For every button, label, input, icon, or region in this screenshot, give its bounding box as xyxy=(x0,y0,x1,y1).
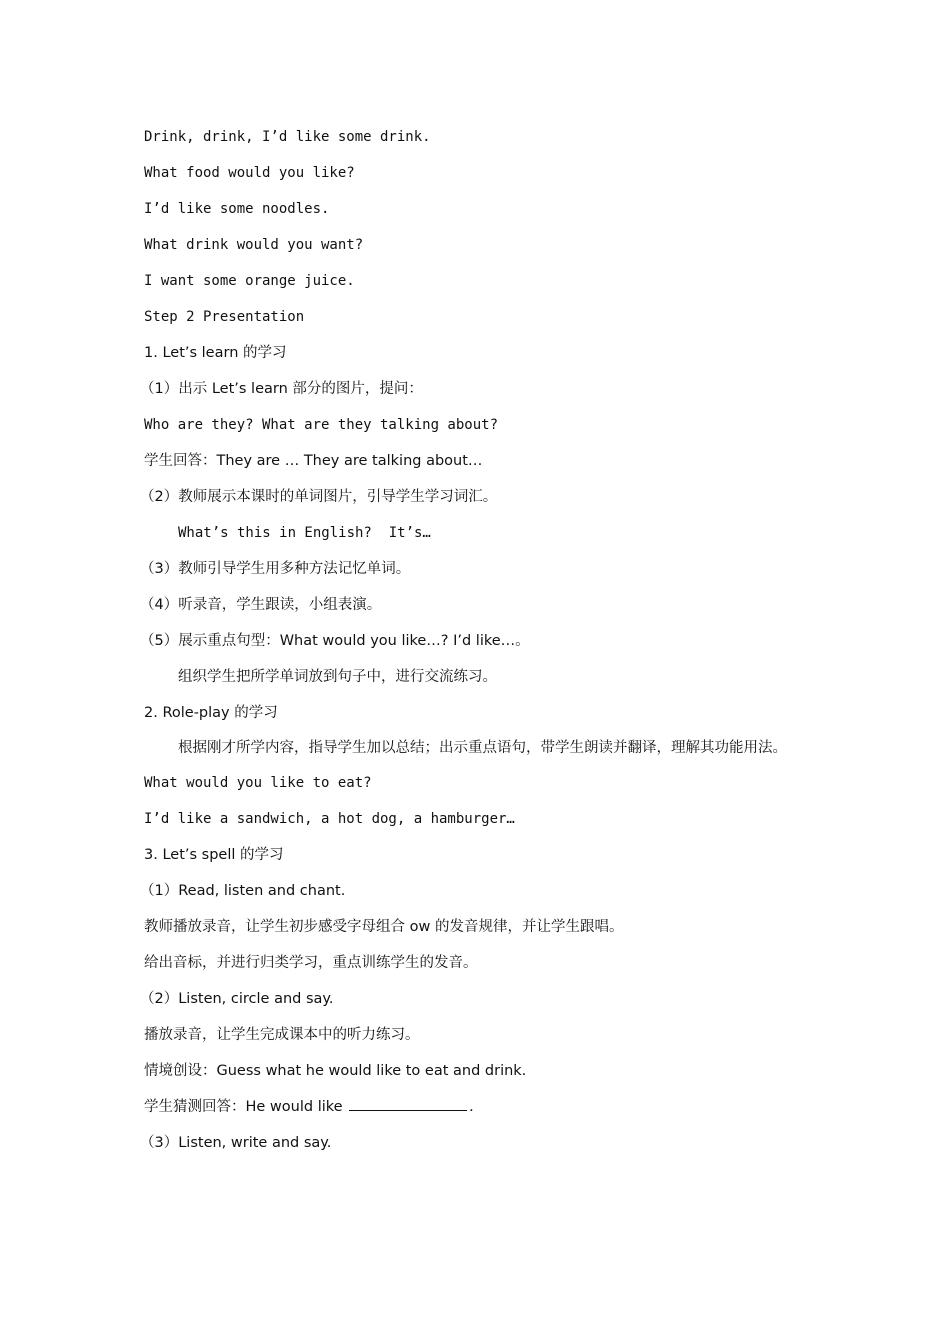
text-line: I want some orange juice. xyxy=(144,273,355,289)
text-line: （3）教师引导学生用多种方法记忆单词。 xyxy=(140,561,411,577)
text-line: （2）教师展示本课时的单词图片，引导学生学习词汇。 xyxy=(140,489,498,505)
text-line: 学生回答：They are … They are talking about… xyxy=(144,453,483,469)
text-line: What would you like to eat? xyxy=(144,775,372,791)
document-body xyxy=(140,126,804,1168)
section-heading: Step 2 Presentation xyxy=(144,309,305,325)
text-line: I’d like a sandwich, a hot dog, a hamburger… xyxy=(144,811,515,827)
text-line: 播放录音，让学生完成课本中的听力练习。 xyxy=(144,1027,420,1043)
subsection-heading: 1. Let’s learn 的学习 xyxy=(144,345,287,361)
text-line: （4）听录音，学生跟读，小组表演。 xyxy=(140,597,382,613)
text-line: （5）展示重点句型：What would you like…? I’d like…。 xyxy=(140,633,530,649)
paragraph xyxy=(144,728,804,768)
text-line: （1）Read, listen and chant. xyxy=(140,883,346,899)
subsection-heading: 3. Let’s spell 的学习 xyxy=(144,847,284,863)
subsection-heading: 2. Role-play 的学习 xyxy=(144,705,278,721)
text-line: （1）出示 Let’s learn 部分的图片，提问： xyxy=(140,381,423,397)
text-line: Who are they? What are they talking about? xyxy=(144,417,499,433)
text-line: （3）Listen, write and say. xyxy=(140,1135,332,1151)
answer-blank xyxy=(349,1096,467,1111)
text-line: 情境创设：Guess what he would like to eat and drink. xyxy=(144,1063,527,1079)
fill-in-line xyxy=(144,1096,804,1132)
fill-in-period: . xyxy=(469,1099,474,1115)
paragraph-text: 根据刚才所学内容，指导学生加以总结；出示重点语句，带学生朗读并翻译，理解其功能用法。 xyxy=(178,740,787,756)
text-line: What’s this in English? It’s… xyxy=(178,525,431,541)
text-line: What food would you like? xyxy=(144,165,355,181)
text-line: What drink would you want? xyxy=(144,237,364,253)
text-line: Drink, drink, I’d like some drink. xyxy=(144,129,431,145)
fill-in-prompt: 学生猜测回答：He would like xyxy=(144,1099,343,1115)
text-line: I’d like some noodles. xyxy=(144,201,330,217)
text-line: 组织学生把所学单词放到句子中，进行交流练习。 xyxy=(178,669,497,685)
text-line: 教师播放录音，让学生初步感受字母组合 ow 的发音规律，并让学生跟唱。 xyxy=(144,919,624,935)
text-line: 给出音标，并进行归类学习，重点训练学生的发音。 xyxy=(144,955,478,971)
text-line: （2）Listen, circle and say. xyxy=(140,991,334,1007)
